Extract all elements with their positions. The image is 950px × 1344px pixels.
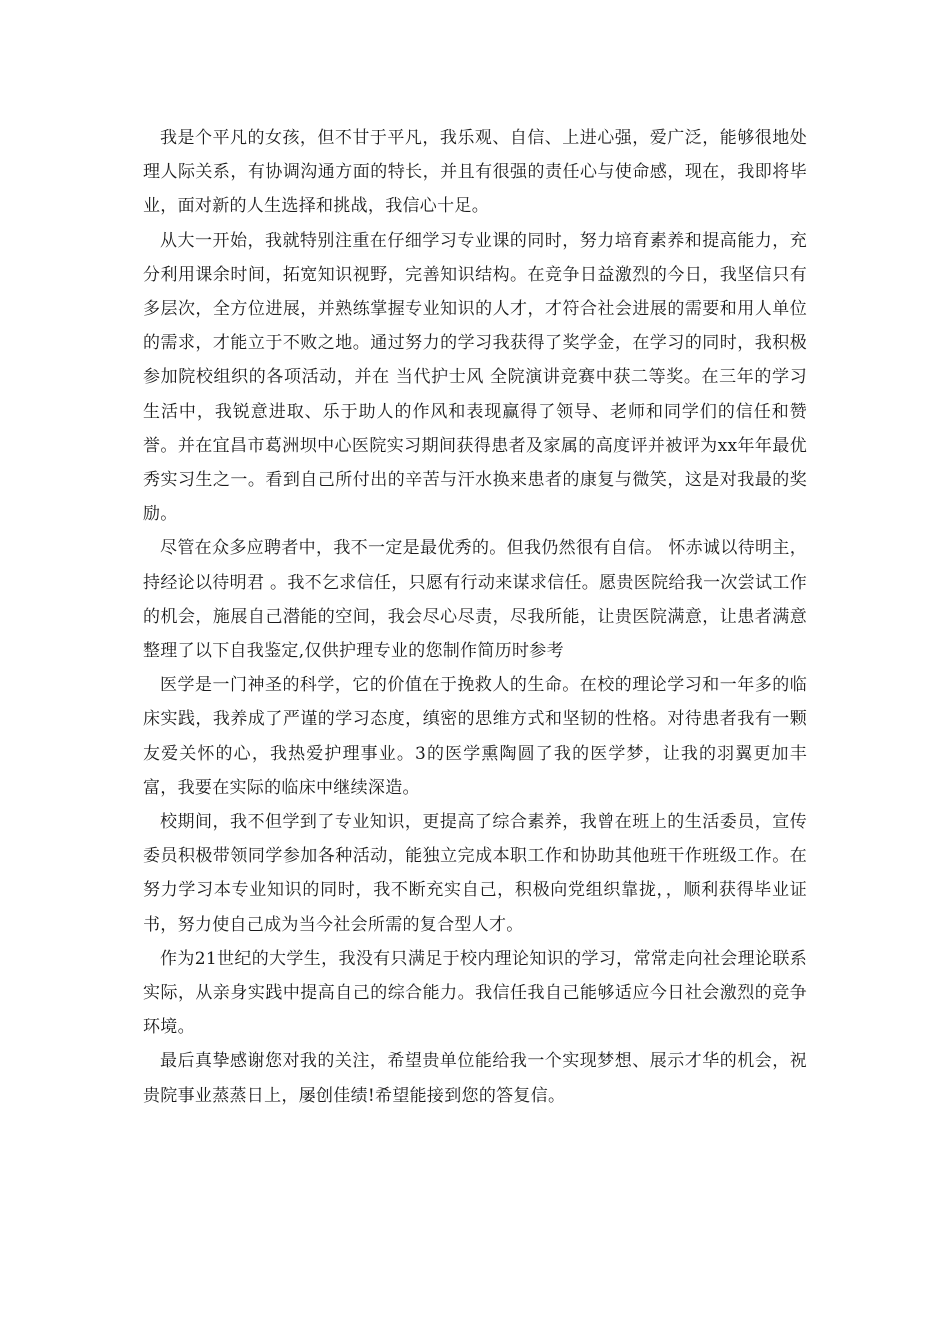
paragraph-closing: 最后真挚感谢您对我的关注，希望贵单位能给我一个实现梦想、展示才华的机会，祝贵院事业蒸蒸日上，屡创佳绩!希望能接到您的答复信。 xyxy=(143,1051,807,1106)
document-body xyxy=(143,121,807,1113)
paragraph-practice: 作为21世纪的大学生，我没有只满足于校内理论知识的学习，常常走向社会理论联系实际，从亲身实践中提高自己的综合能力。我信任我自己能够适应今日社会激烈的竞争环境。 xyxy=(143,948,807,1038)
paragraph-school: 校期间，我不但学到了专业知识，更提高了综合素养，我曾在班上的生活委员，宣传委员积极带领同学参加各种活动，能独立完成本职工作和协助其他班干作班级工作。在努力学习本专业知识的同时，我不断充实自己，积极向党组织靠拢，，顺利获得毕业证书，努力使自己成为当今社会所需的复合型人才。 xyxy=(143,812,807,935)
paragraph-study: 从大一开始，我就特别注重在仔细学习专业课的同时，努力培育素养和提高能力，充分利用课余时间，拓宽知识视野，完善知识结构。在竞争日益激烈的今日，我坚信只有多层次，全方位进展，并熟练掌握专业知识的人才，才符合社会进展的需要和用人单位的需求，才能立于不败之地。通过努力的学习我获得了奖学金，在学习的同时，我积极参加院校组织的各项活动，并在 当代护士风 全院演讲竞赛中获二等奖。在三年的学习生活中，我锐意进取、乐于助人的作风和表现赢得了领导、老师和同学们的信任和赞誉。并在宜昌市葛洲坝中心医院实习期间获得患者及家属的高度评并被评为xx年年最优秀实习生之一。看到自己所付出的辛苦与汗水换来患者的康复与微笑，这是对我最的奖励。 xyxy=(143,230,807,525)
paragraph-intro: 我是个平凡的女孩，但不甘于平凡，我乐观、自信、上进心强，爱广泛，能够很地处理人际关系，有协调沟通方面的特长，并且有很强的责任心与使命感，现在，我即将毕业，面对新的人生选择和挑战，我信心十足。 xyxy=(143,128,807,217)
paragraph-confidence: 尽管在众多应聘者中，我不一定是最优秀的。但我仍然很有自信。 怀赤诚以待明主，持经论以待明君 。我不乞求信任，只愿有行动来谋求信任。愿贵医院给我一次尝试工作的机会，施展自己潜能的空间，我会尽心尽责，尽我所能，让贵医院满意，让患者满意整理了以下自我鉴定,仅供护理专业的您制作简历时参考 xyxy=(143,538,807,662)
paragraph-medicine: 医学是一门神圣的科学，它的价值在于挽救人的生命。在校的理论学习和一年多的临床实践，我养成了严谨的学习态度，缜密的思维方式和坚韧的性格。对待患者我有一颗友爱关怀的心，我热爱护理事业。3的医学熏陶圆了我的医学梦，让我的羽翼更加丰富，我要在实际的临床中继续深造。 xyxy=(143,675,807,798)
